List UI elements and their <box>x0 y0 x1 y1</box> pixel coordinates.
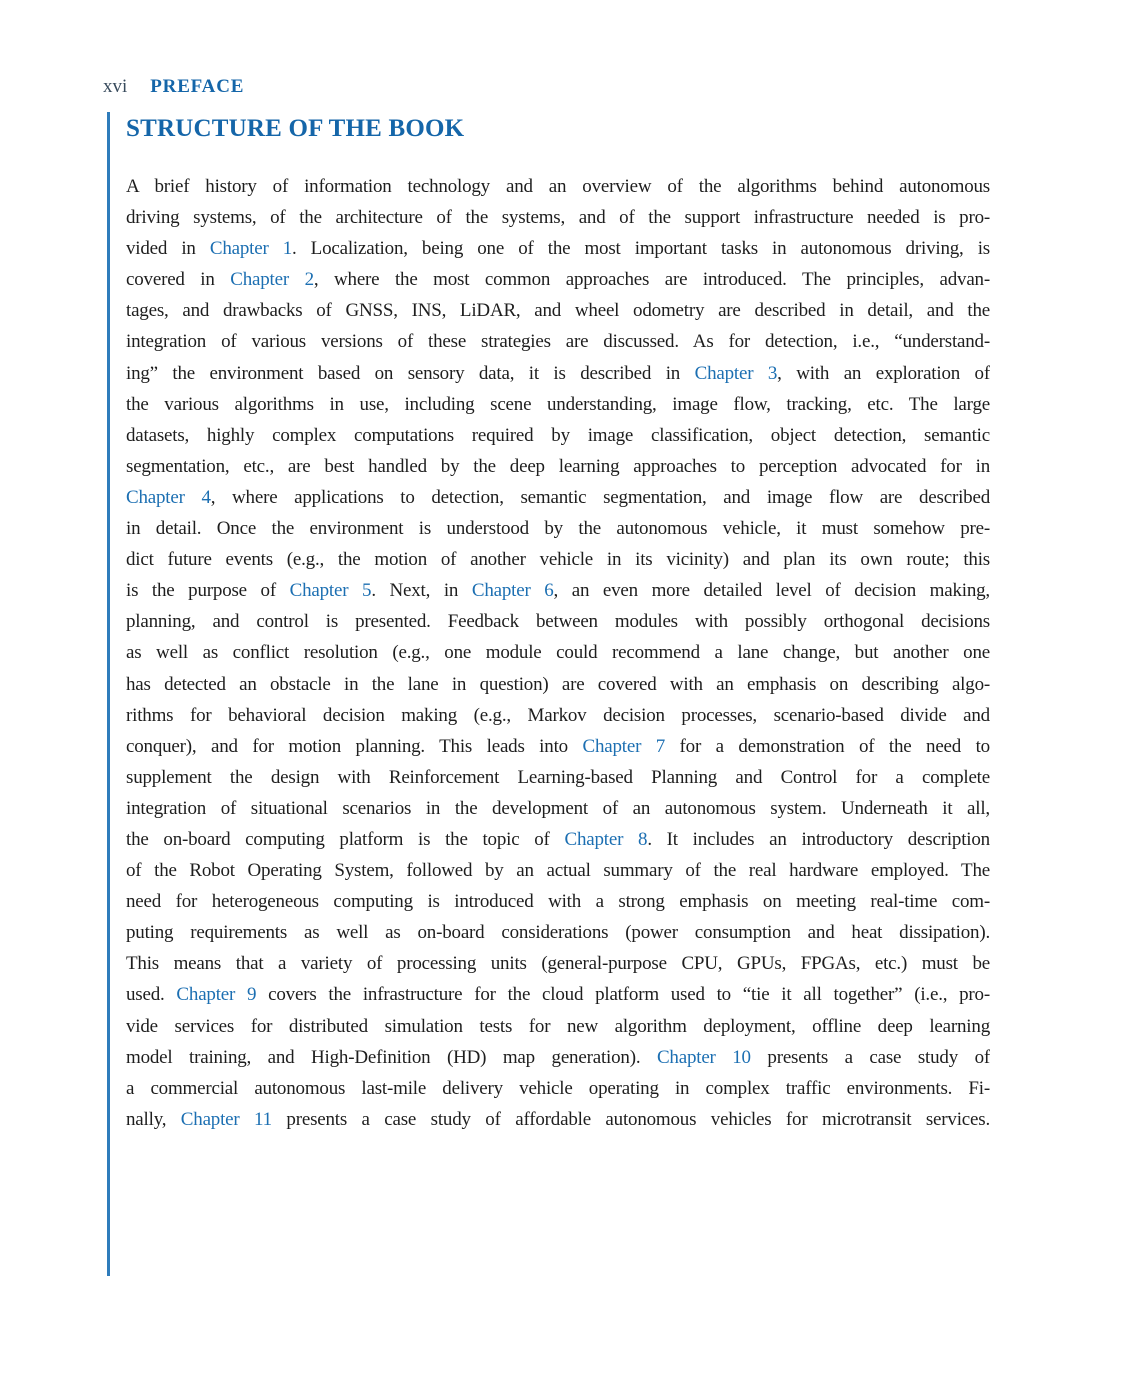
text-segment: , where the most common approaches are introduced. The principles, advan- <box>313 269 990 291</box>
running-header <box>103 76 244 98</box>
text-segment: vided in <box>126 238 210 260</box>
text-segment: datasets, highly complex computations required by image classification, object detection, semantic <box>126 424 990 446</box>
chapter-9-link[interactable]: Chapter 9 <box>176 984 257 1006</box>
paragraph-line <box>126 1042 990 1073</box>
chapter-6-link[interactable]: Chapter 6 <box>471 580 554 602</box>
text-segment: driving systems, of the architecture of the systems, and of the support infrastructure needed is pro- <box>126 207 990 229</box>
paragraph-line <box>126 637 990 668</box>
text-segment: used. <box>126 984 177 1006</box>
paragraph-line <box>126 793 990 824</box>
chapter-3-link[interactable]: Chapter 3 <box>694 362 778 384</box>
paragraph-line <box>126 1011 990 1042</box>
text-segment: A brief history of information technology and an overview of the algorithms behind autonomous <box>126 176 990 197</box>
paragraph-line <box>126 855 990 886</box>
text-segment: conquer), and for motion planning. This leads into <box>126 735 583 757</box>
text-segment: of the Robot Operating System, followed by an actual summary of the real hardware employed. The <box>126 860 990 882</box>
paragraph-line <box>126 762 990 793</box>
paragraph-line <box>126 482 990 513</box>
text-segment: nally, <box>126 1108 181 1130</box>
text-segment: the various algorithms in use, including scene understanding, image flow, tracking, etc. The large <box>126 393 990 415</box>
text-segment: This means that a variety of processing units (general-purpose CPU, GPUs, FPGAs, etc.) must be <box>126 953 990 975</box>
paragraph-line <box>126 1073 990 1104</box>
chapter-10-link[interactable]: Chapter 10 <box>656 1046 751 1068</box>
chapter-2-link[interactable]: Chapter 2 <box>230 269 314 291</box>
paragraph-line <box>126 700 990 731</box>
text-segment: . Next, in <box>371 580 472 602</box>
chapter-5-link[interactable]: Chapter 5 <box>289 580 372 602</box>
text-segment: . It includes an introductory description <box>647 828 990 850</box>
text-segment: as well as conflict resolution (e.g., one module could recommend a lane change, but another one <box>126 642 990 664</box>
section-rule <box>107 112 110 1276</box>
text-segment: vide services for distributed simulation tests for new algorithm deployment, offline deep learning <box>126 1015 990 1037</box>
section-title: STRUCTURE OF THE BOOK <box>126 115 465 142</box>
text-segment: rithms for behavioral decision making (e.g., Markov decision processes, scenario-based divide and <box>126 704 990 726</box>
chapter-7-link[interactable]: Chapter 7 <box>582 735 666 757</box>
text-segment: a commercial autonomous last-mile delivery vehicle operating in complex traffic environments. Fi- <box>126 1077 990 1099</box>
text-segment: covered in <box>126 269 231 291</box>
paragraph-line <box>126 824 990 855</box>
text-segment: need for heterogeneous computing is introduced with a strong emphasis on meeting real-time com- <box>126 891 990 913</box>
chapter-8-link[interactable]: Chapter 8 <box>564 828 648 850</box>
paragraph-line <box>126 669 990 700</box>
text-segment: dict future events (e.g., the motion of another vehicle in its vicinity) and plan its own route; this <box>126 549 990 571</box>
paragraph-line <box>126 948 990 979</box>
text-segment: puting requirements as well as on-board considerations (power consumption and heat dissipation). <box>126 922 990 944</box>
paragraph-line <box>126 731 990 762</box>
text-segment: . Localization, being one of the most important tasks in autonomous driving, is <box>292 238 990 260</box>
text-segment: has detected an obstacle in the lane in question) are covered with an emphasis on describing algo- <box>126 673 990 695</box>
text-segment: , with an exploration of <box>777 362 990 384</box>
text-segment: model training, and High-Definition (HD) map generation). <box>126 1046 657 1068</box>
text-segment: supplement the design with Reinforcement Learning-based Planning and Control for a complete <box>126 766 990 788</box>
text-segment: presents a case study of <box>750 1046 990 1068</box>
text-segment: tages, and drawbacks of GNSS, INS, LiDAR, and wheel odometry are described in detail, and the <box>126 300 990 322</box>
chapter-4-link[interactable]: Chapter 4 <box>126 486 211 508</box>
paragraph-line <box>126 389 990 420</box>
paragraph-line <box>126 264 990 295</box>
paragraph-line <box>126 451 990 482</box>
text-segment: presents a case study of affordable autonomous vehicles for microtransit services. <box>271 1108 990 1130</box>
paragraph-line <box>126 295 990 326</box>
text-segment: ing” the environment based on sensory data, it is described in <box>126 362 695 384</box>
paragraph-line <box>126 886 990 917</box>
paragraph-line <box>126 513 990 544</box>
paragraph-line <box>126 979 990 1010</box>
text-segment: integration of various versions of these strategies are discussed. As for detection, i.e., “understand- <box>126 331 990 353</box>
text-segment: , an even more detailed level of decision making, <box>553 580 990 602</box>
text-segment: covers the infrastructure for the cloud platform used to “tie it all together” (i.e., pro- <box>256 984 990 1006</box>
paragraph-line <box>126 233 990 264</box>
text-segment: in detail. Once the environment is understood by the autonomous vehicle, it must somehow pre- <box>126 518 990 540</box>
page-number: xvi <box>103 76 128 97</box>
text-segment: integration of situational scenarios in the development of an autonomous system. Underneath it all, <box>126 797 990 819</box>
paragraph-line <box>126 358 990 389</box>
paragraph-line <box>126 606 990 637</box>
paragraph-line <box>126 202 990 233</box>
paragraph-line <box>126 420 990 451</box>
text-segment: , where applications to detection, semantic segmentation, and image flow are described <box>210 486 990 508</box>
text-segment: for a demonstration of the need to <box>665 735 990 757</box>
paragraph-line <box>126 171 990 202</box>
text-segment: segmentation, etc., are best handled by the deep learning approaches to perception advocated for in <box>126 455 990 477</box>
text-segment: the on-board computing platform is the topic of <box>126 828 565 850</box>
paragraph-line <box>126 1104 990 1135</box>
chapter-11-link[interactable]: Chapter 11 <box>180 1108 272 1130</box>
body-paragraph <box>126 171 990 1135</box>
paragraph-line <box>126 575 990 606</box>
chapter-1-link[interactable]: Chapter 1 <box>209 238 293 260</box>
text-segment: planning, and control is presented. Feedback between modules with possibly orthogonal decisions <box>126 611 990 633</box>
text-segment: is the purpose of <box>126 580 290 602</box>
paragraph-line <box>126 917 990 948</box>
running-head-title: PREFACE <box>150 76 245 97</box>
paragraph-line <box>126 544 990 575</box>
paragraph-line <box>126 326 990 357</box>
